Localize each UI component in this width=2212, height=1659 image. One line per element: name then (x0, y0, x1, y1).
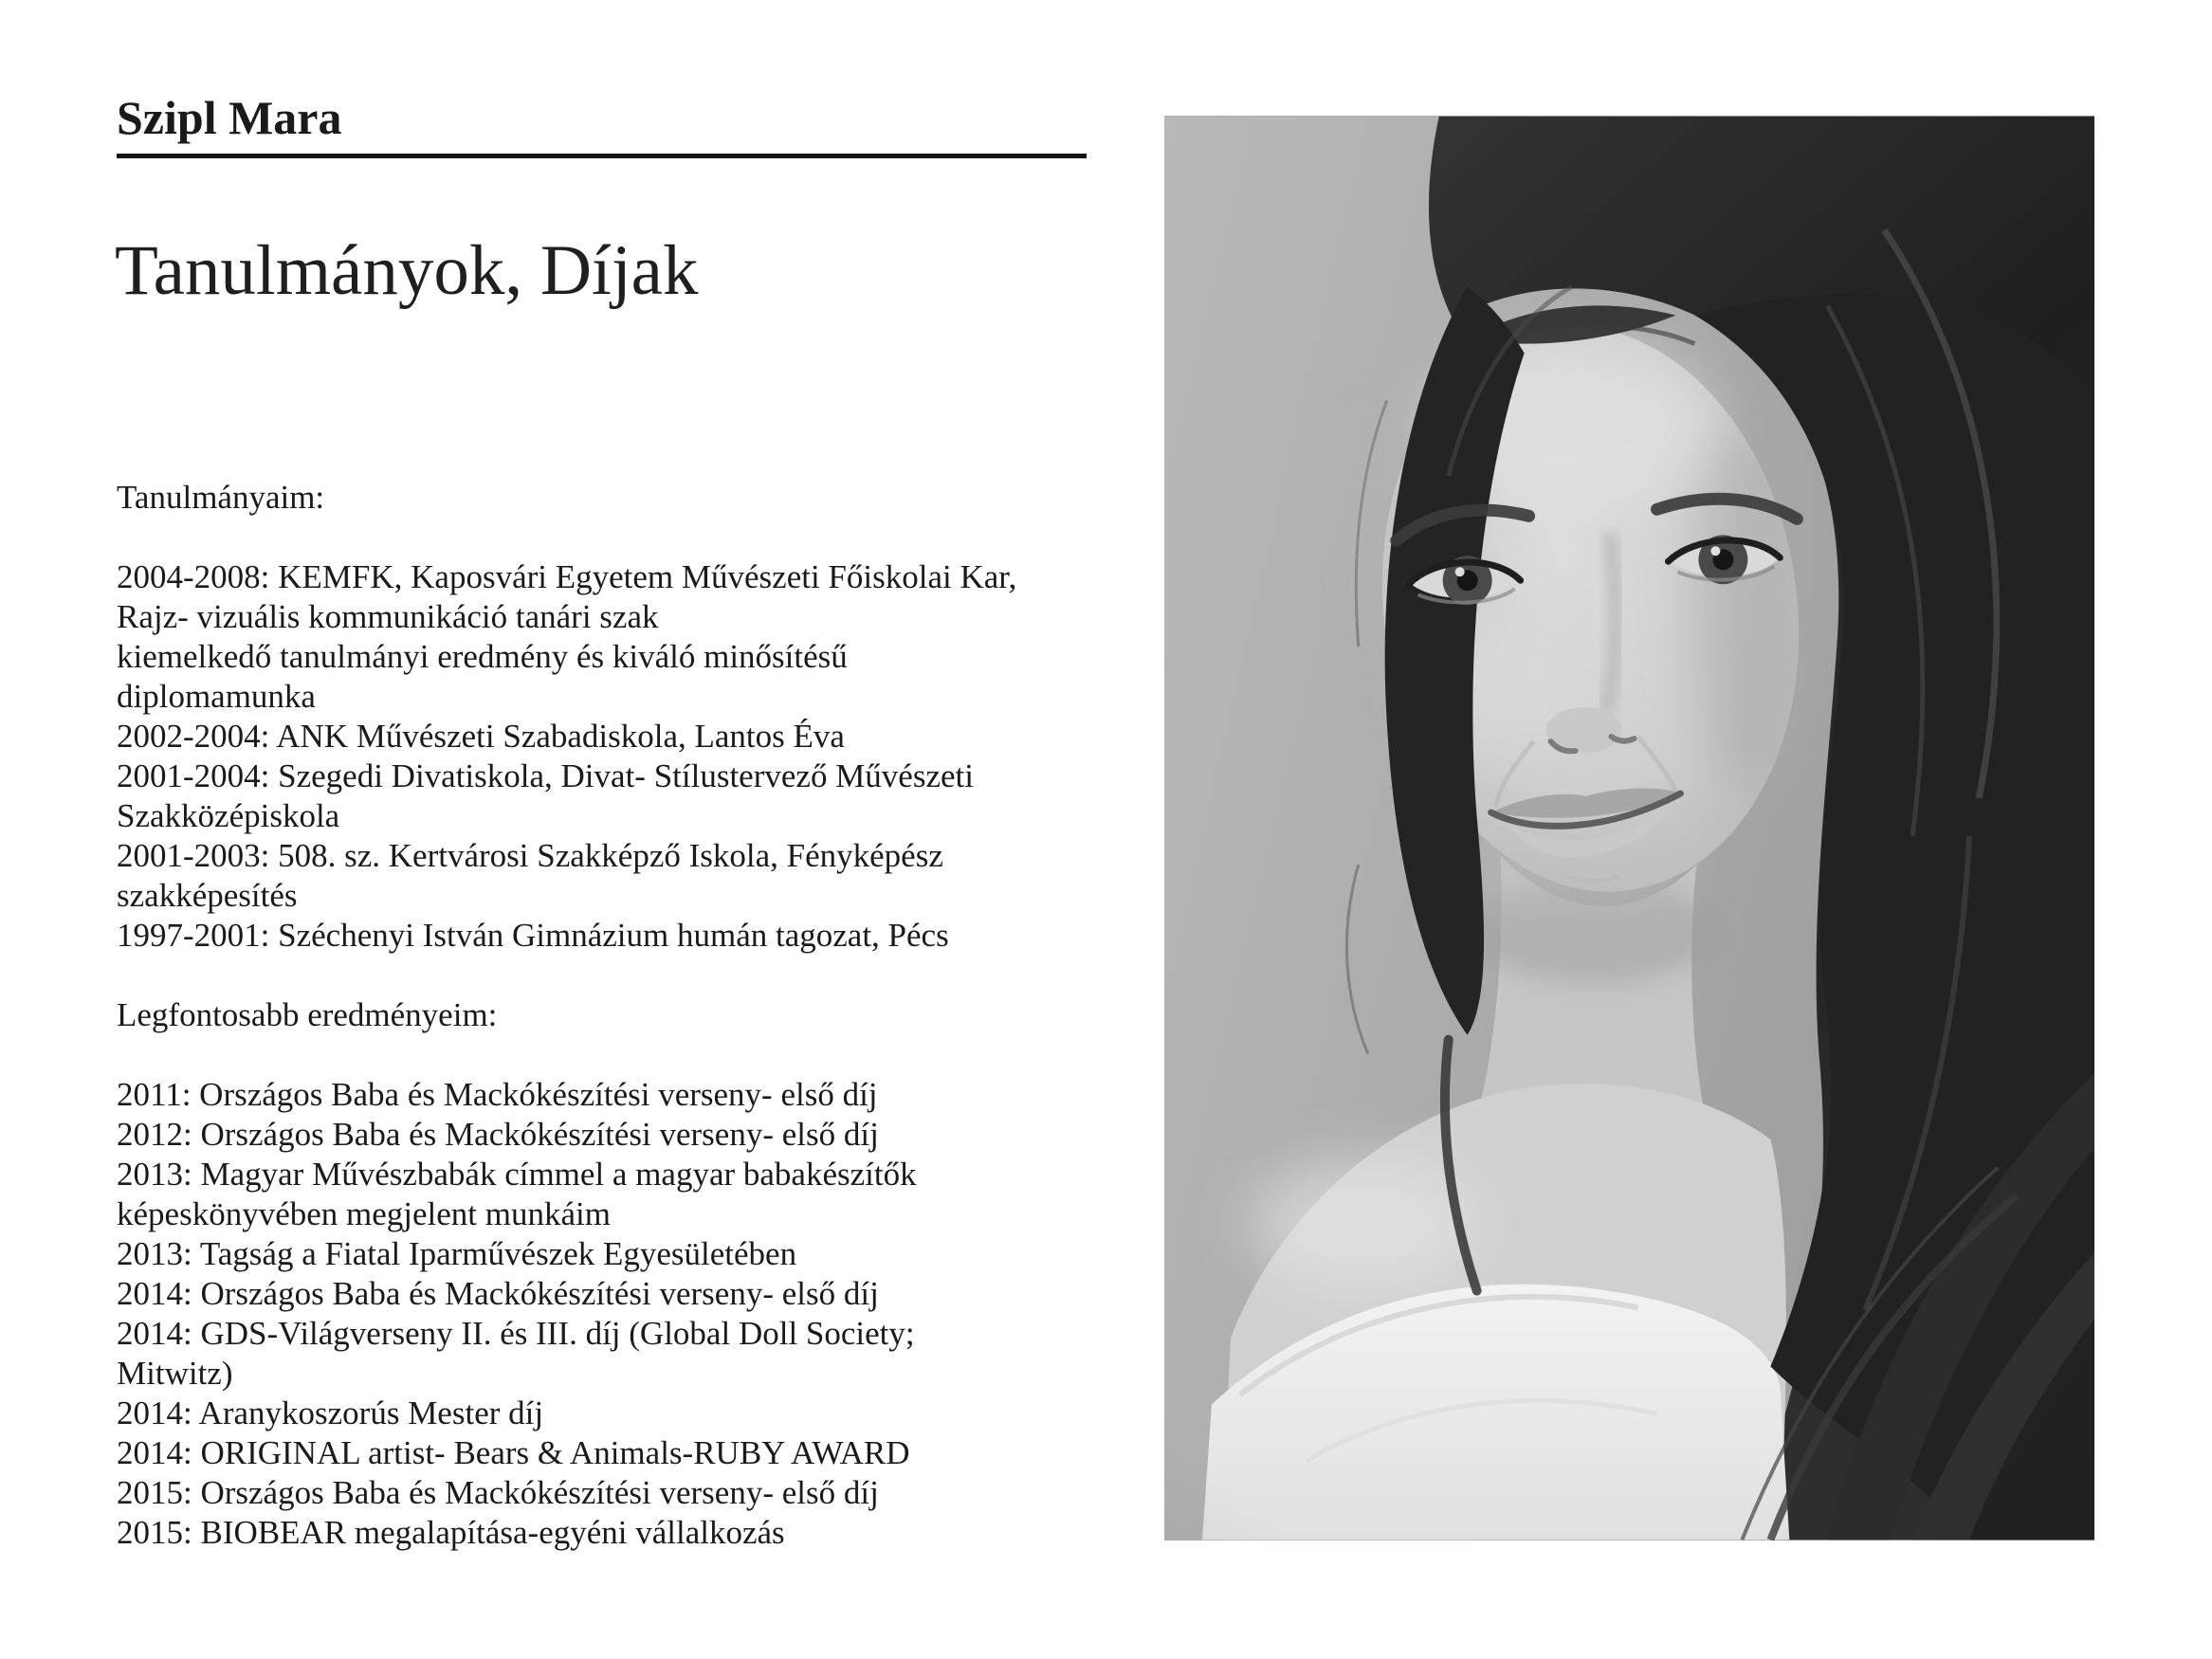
achievements-heading: Legfontosabb eredményeim: (117, 996, 498, 1033)
spacer (117, 956, 1160, 995)
text-line: 2012: Országos Baba és Mackókészítési verseny- első díj (117, 1116, 879, 1153)
text-line: 1997-2001: Széchenyi István Gimnázium humán tagozat, Pécs (117, 917, 949, 954)
spacer (117, 1035, 1160, 1075)
text-line: 2002-2004: ANK Művészeti Szabadiskola, Lantos Éva (117, 718, 845, 755)
text-line: Rajz- vizuális kommunikáció tanári szak (117, 598, 659, 635)
text-line: 2004-2008: KEMFK, Kaposvári Egyetem Művészeti Főiskolai Kar, (117, 558, 1017, 595)
spacer (117, 518, 1160, 557)
text-line: 2001-2003: 508. sz. Kertvárosi Szakképző Iskola, Fényképész (117, 837, 943, 874)
text-line: Mitwitz) (117, 1355, 233, 1392)
text-line: diplomamunka (117, 678, 316, 715)
person-name: Szipl Mara (117, 91, 342, 144)
text-line: 2013: Tagság a Fiatal Iparművészek Egyesületében (117, 1235, 797, 1272)
portrait-photo (1164, 116, 2094, 1540)
text-line: 2001-2004: Szegedi Divatiskola, Divat- Stílustervező Művészeti (117, 757, 974, 794)
studies-heading: Tanulmányaim: (117, 479, 325, 516)
text-line: képeskönyvében megjelent munkáim (117, 1195, 611, 1232)
portrait-photo-image (1164, 116, 2094, 1540)
text-line: 2014: Aranykoszorús Mester díj (117, 1395, 544, 1431)
text-line: 2014: GDS-Világverseny II. és III. díj (Global Doll Society; (117, 1315, 915, 1352)
studies-list (117, 557, 1160, 956)
text-line: 2015: BIOBEAR megalapítása-egyéni vállalkozás (117, 1514, 785, 1551)
header-rule (117, 154, 1087, 158)
text-line: szakképesítés (117, 877, 298, 914)
text-line: 2014: Országos Baba és Mackókészítési verseny- első díj (117, 1275, 879, 1312)
text-column (117, 478, 1160, 1553)
achievements-list (117, 1075, 1160, 1553)
page-title: Tanulmányok, Díjak (115, 231, 699, 310)
text-line: kiemelkedő tanulmányi eredmény és kiváló minősítésű (117, 638, 848, 675)
text-line: Szakközépiskola (117, 797, 340, 834)
text-line: 2013: Magyar Művészbabák címmel a magyar babakészítők (117, 1156, 917, 1193)
text-line: 2014: ORIGINAL artist- Bears & Animals-RUBY AWARD (117, 1434, 910, 1471)
text-line: 2011: Országos Baba és Mackókészítési verseny- első díj (117, 1076, 878, 1113)
text-line: 2015: Országos Baba és Mackókészítési verseny- első díj (117, 1474, 879, 1511)
